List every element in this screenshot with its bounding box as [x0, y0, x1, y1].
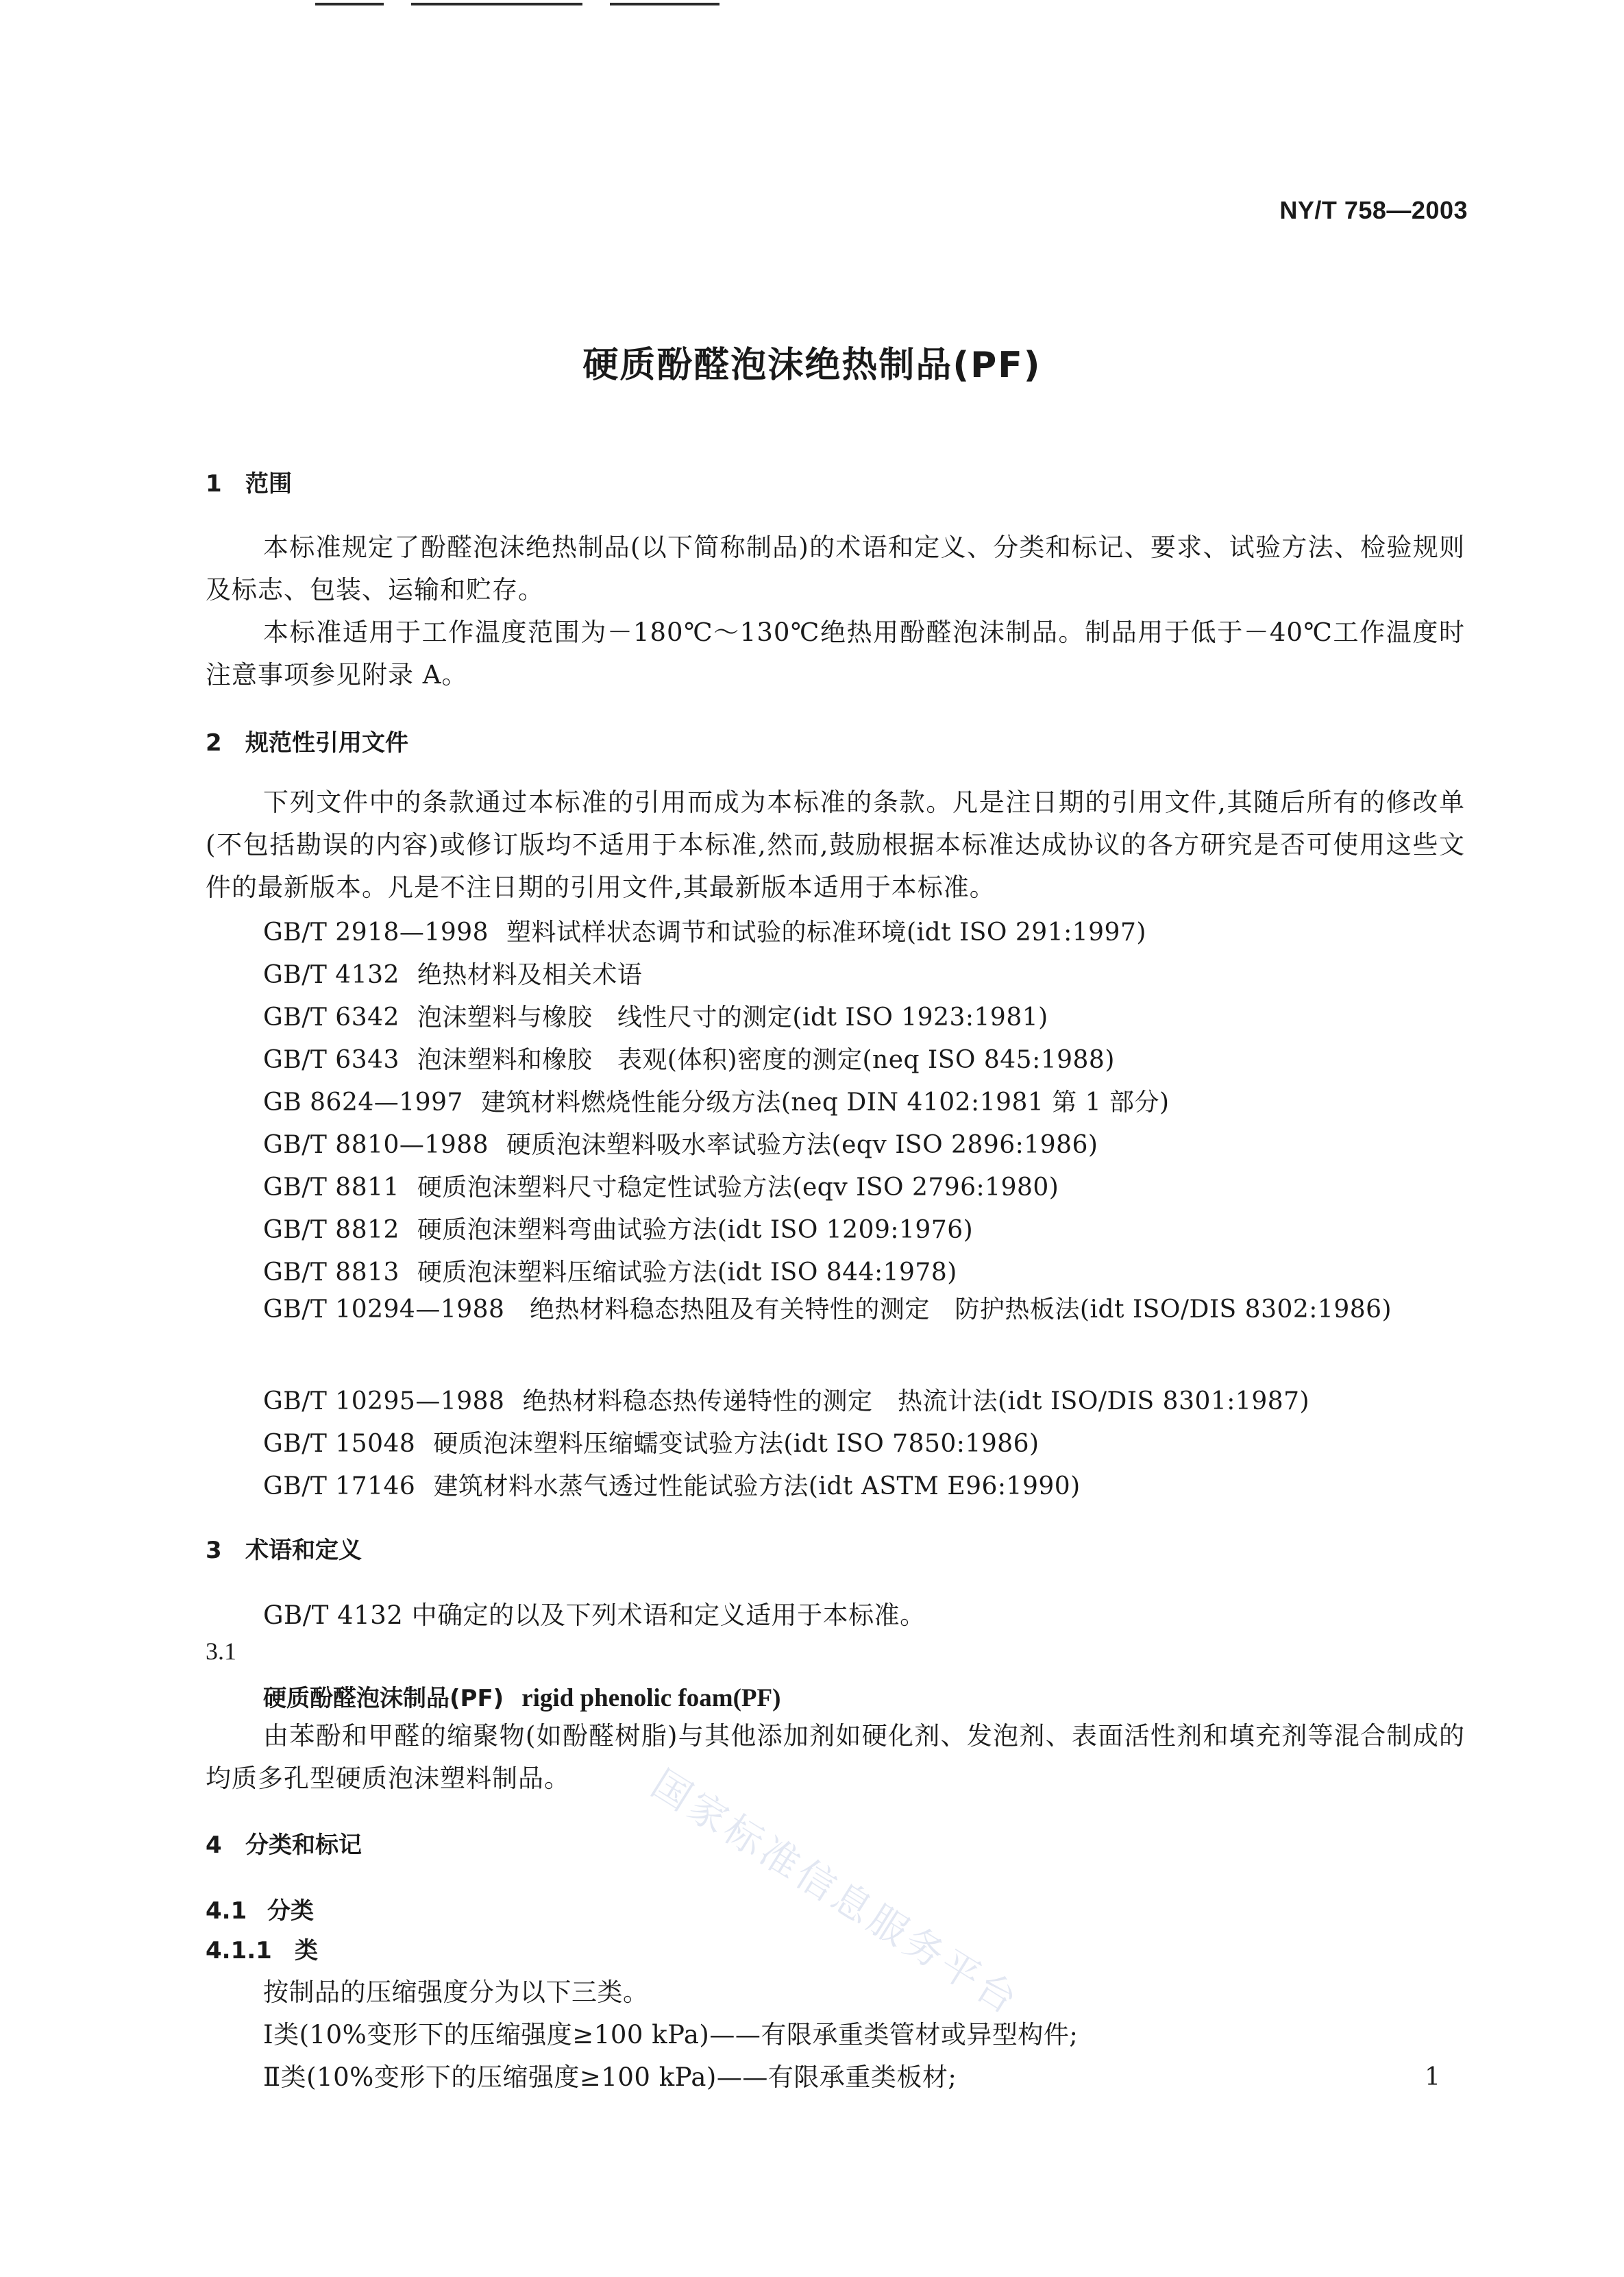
reference-code: GB/T 8813 [263, 1258, 399, 1287]
paragraph: 下列文件中的条款通过本标准的引用而成为本标准的条款。凡是注日期的引用文件,其随后所有的修改单(不包括勘误的内容)或修订版均不适用于本标准,然而,鼓励根据本标准达成协议的各方研究是否可使用这些文件的最新版本。凡是不注日期的引用文件,其最新版本适用于本标准。 [206, 788, 1465, 902]
section-1-heading [206, 465, 292, 498]
reference-code: GB/T 8810—1988 [263, 1131, 489, 1159]
section-title: 术语和定义 [245, 1537, 362, 1564]
paragraph: 本标准规定了酚醛泡沫绝热制品(以下简称制品)的术语和定义、分类和标记、要求、试验方法、检验规则及标志、包装、运输和贮存。 [206, 533, 1465, 605]
reference-title: 硬质泡沫塑料压缩试验方法(idt ISO 844:1978) [417, 1258, 957, 1287]
term-entry [263, 1679, 780, 1713]
subsection-4-1-heading [206, 1892, 314, 1925]
reference-item [263, 1467, 1081, 1502]
reference-title: 塑料试样状态调节和试验的标准环境(idt ISO 291:1997) [506, 918, 1146, 947]
reference-item [263, 1168, 1059, 1203]
section-number: 4 [206, 1831, 222, 1859]
reference-title: 绝热材料及相关术语 [417, 961, 643, 989]
reference-item [263, 998, 1048, 1033]
term-english: rigid phenolic foam(PF) [521, 1684, 781, 1712]
reference-title: 硬质泡沫塑料吸水率试验方法(eqv ISO 2896:1986) [506, 1131, 1098, 1159]
section-number: 2 [206, 729, 222, 757]
section-title: 规范性引用文件 [245, 729, 408, 757]
reference-code: GB/T 8812 [263, 1216, 399, 1244]
section-4-heading [206, 1826, 362, 1860]
reference-item [263, 1424, 1039, 1459]
reference-title: 绝热材料稳态热传递特性的测定 热流计法(idt ISO/DIS 8301:1987) [522, 1387, 1310, 1415]
term-chinese: 硬质酚醛泡沫制品(PF) [263, 1685, 504, 1712]
section-number: 1 [206, 470, 222, 498]
reference-item [263, 1382, 1309, 1417]
reference-code: GB/T 4132 [263, 961, 399, 989]
reference-item [263, 1210, 973, 1245]
top-rule-left [315, 3, 384, 5]
top-rule-right [610, 3, 719, 5]
top-rule-mid [411, 3, 582, 5]
section-2-heading [206, 724, 408, 757]
reference-item [263, 1083, 1170, 1118]
paragraph: GB/T 4132 中确定的以及下列术语和定义适用于本标准。 [263, 1600, 926, 1630]
reference-title: 硬质泡沫塑料尺寸稳定性试验方法(eqv ISO 2796:1980) [417, 1173, 1059, 1202]
class-intro-line: 按制品的压缩强度分为以下三类。 [263, 1977, 649, 2007]
reference-code: GB/T 15048 [263, 1430, 416, 1458]
reference-code: GB/T 6343 [263, 1046, 399, 1074]
reference-code: GB/T 6342 [263, 1003, 399, 1032]
reference-title: 硬质泡沫塑料压缩蠕变试验方法(idt ISO 7850:1986) [433, 1430, 1039, 1458]
term-definition: 由苯酚和甲醛的缩聚物(如酚醛树脂)与其他添加剂如硬化剂、发泡剂、表面活性剂和填充剂等混合制成的均质多孔型硬质泡沫塑料制品。 [206, 1721, 1465, 1793]
reference-code: GB/T 17146 [263, 1472, 416, 1500]
reference-title: 泡沫塑料与橡胶 线性尺寸的测定(idt ISO 1923:1981) [417, 1003, 1048, 1032]
subsection-title: 类 [295, 1937, 318, 1964]
subsection-number: 4.1.1 [206, 1937, 272, 1964]
subsection-4-1-1-heading [206, 1932, 318, 1965]
reference-item-long: GB/T 10294—1988 绝热材料稳态热阻及有关特性的测定 防护热板法(idt ISO/DIS 8302:1986) [263, 1295, 1392, 1324]
paragraph: 本标准适用于工作温度范围为－180℃～130℃绝热用酚醛泡沫制品。制品用于低于－40℃工作温度时注意事项参见附录 A。 [206, 618, 1465, 690]
reference-item [263, 913, 1146, 948]
reference-item [263, 955, 642, 990]
reference-code: GB/T 2918—1998 [263, 918, 489, 947]
reference-title: 建筑材料水蒸气透过性能试验方法(idt ASTM E96:1990) [433, 1472, 1081, 1500]
section-3-heading [206, 1531, 362, 1565]
subsection-number: 4.1 [206, 1897, 247, 1925]
class-line: Ⅱ类(10%变形下的压缩强度≥100 kPa)——有限承重类板材; [263, 2062, 957, 2092]
reference-title: 泡沫塑料和橡胶 表观(体积)密度的测定(neq ISO 845:1988) [417, 1046, 1115, 1074]
document-title: 硬质酚醛泡沫绝热制品(PF) [582, 345, 1042, 386]
reference-code: GB/T 8811 [263, 1173, 399, 1202]
reference-title: 硬质泡沫塑料弯曲试验方法(idt ISO 1209:1976) [417, 1216, 974, 1244]
reference-item [263, 1253, 957, 1288]
reference-title: 建筑材料燃烧性能分级方法(neq DIN 4102:1981 第 1 部分) [480, 1088, 1170, 1117]
reference-item [263, 1125, 1098, 1160]
reference-code: GB 8624—1997 [263, 1088, 463, 1117]
reference-item [263, 1040, 1115, 1075]
watermark: 国家标准信息服务平台 [643, 1762, 1028, 2025]
class-line: Ⅰ类(10%变形下的压缩强度≥100 kPa)——有限承重类管材或异型构件; [263, 2020, 1079, 2049]
section-number: 3 [206, 1537, 222, 1564]
page-number: 1 [1425, 2063, 1440, 2091]
standard-number: NY/T 758—2003 [1279, 196, 1468, 224]
section-title: 范围 [245, 470, 292, 498]
subsection-3-1-number: 3.1 [206, 1637, 236, 1665]
subsection-title: 分类 [267, 1897, 314, 1925]
section-title: 分类和标记 [245, 1831, 362, 1859]
reference-code: GB/T 10295—1988 [263, 1387, 505, 1415]
